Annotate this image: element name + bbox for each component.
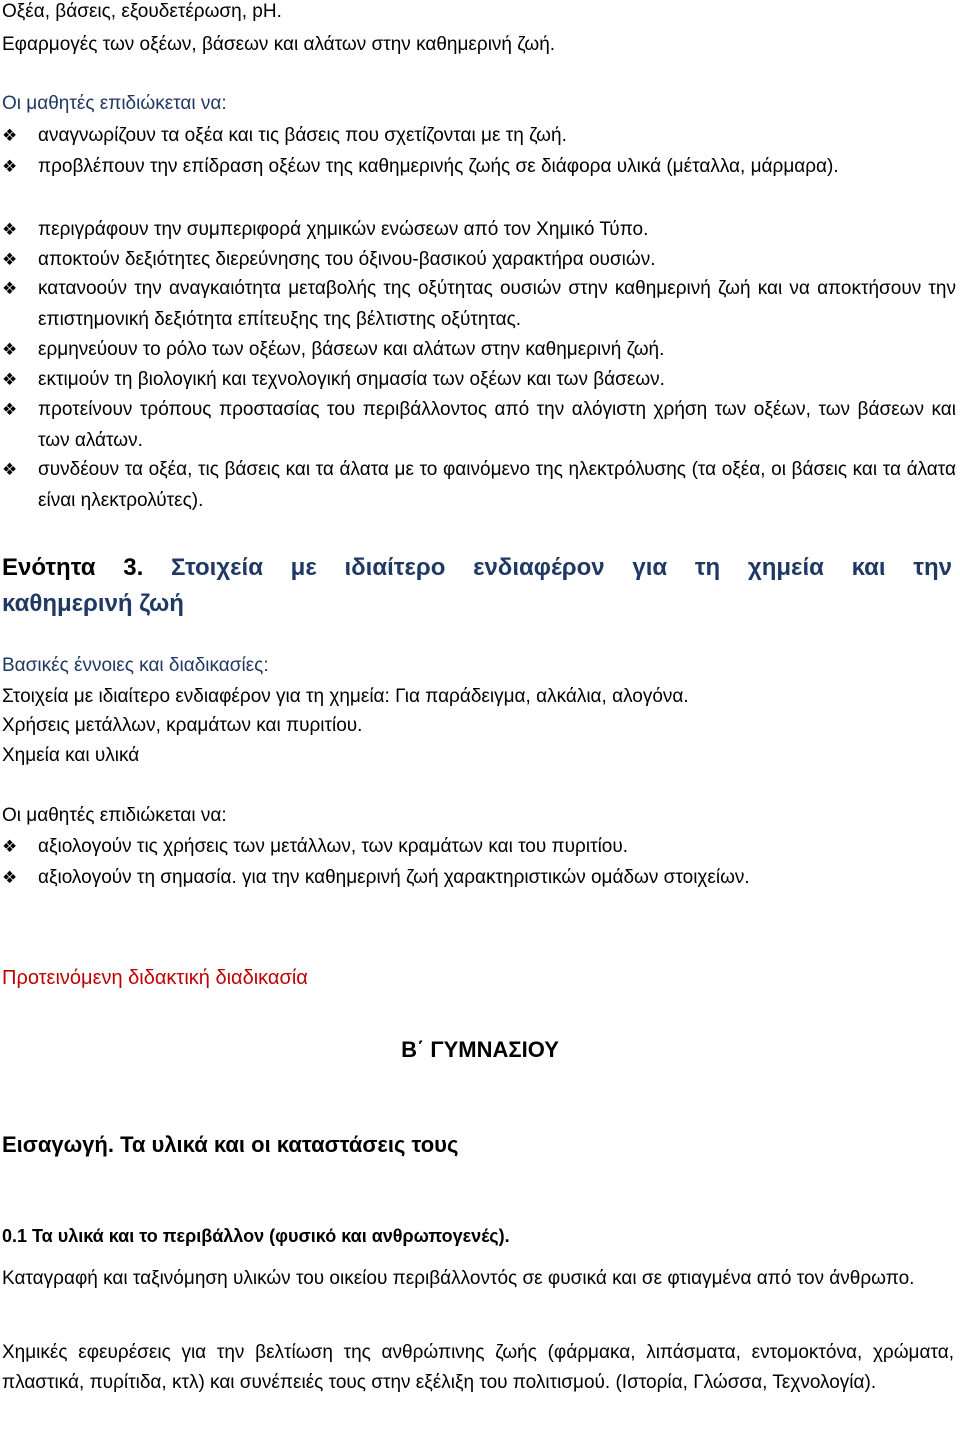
list-item [2,394,956,456]
list-item [2,244,956,275]
diamond-bullet-icon: ❖ [2,340,18,359]
paragraph: Καταγραφή και ταξινόμηση υλικών του οικείου περιβάλλοντός σε φυσικά και σε φτιαγμένα από τον άνθρωπο. [2,1268,915,1289]
diamond-bullet-icon: ❖ [2,250,18,269]
section-label: Ενότητα 3. [2,554,144,581]
list-item-text: αποκτούν δεξιότητες διερεύνησης του όξινου-βασικού χαρακτήρα ουσιών. [38,249,656,270]
section-title [2,550,952,622]
intro-line-1: Οξέα, βάσεις, εξουδετέρωση, pH. [2,1,282,22]
diamond-bullet-icon: ❖ [2,400,18,419]
procedure-heading: Προτεινόμενη διδακτική διαδικασία [2,967,308,989]
diamond-bullet-icon: ❖ [2,460,18,479]
list-item [2,120,956,151]
section-title-line-1 [2,550,952,586]
list-item-text: ερμηνεύουν το ρόλο των οξέων, βάσεων και αλάτων στην καθημερινή ζωή. [38,339,665,360]
intro-line-2: Εφαρμογές των οξέων, βάσεων και αλάτων στην καθημερινή ζωή. [2,34,556,55]
introduction-title: Εισαγωγή. Τα υλικά και οι καταστάσεις τους [2,1132,459,1157]
paragraph: Χημικές εφευρέσεις για την βελτίωση της ανθρώπινης ζωής (φάρμακα, λιπάσματα, εντομοκτόνα, χρώματα, πλαστικά, πυρίτιδα, κτλ) και συνέπειές τους στην εξέλιξη του πολιτισμού. (Ιστορία, Γλώσσα, Τεχνολογία). [2,1342,954,1393]
diamond-bullet-icon: ❖ [2,157,18,176]
objectives-heading: Οι μαθητές επιδιώκεται να: [2,93,227,114]
introduction-subtitle: 0.1 Τα υλικά και το περιβάλλον (φυσικό και ανθρωπογενές). [2,1226,510,1246]
list-item-text: περιγράφουν την συμπεριφορά χημικών ενώσεων από τον Χημικό Τύπο. [38,219,649,240]
list-item-text: αναγνωρίζουν τα οξέα και τις βάσεις που σχετίζονται με τη ζωή. [38,125,567,146]
concept-line: Στοιχεία με ιδιαίτερο ενδιαφέρον για τη χημεία: Για παράδειγμα, αλκάλια, αλογόνα. [2,686,689,707]
objectives-heading-2: Οι μαθητές επιδιώκεται να: [2,805,227,826]
list-item-text: κατανοούν την αναγκαιότητα μεταβολής της οξύτητας ουσιών στην καθημερινή ζωή και να αποκτήσουν την επιστημονική δεξιότητα επίτευξης της βέλτιστης οξύτητας. [38,278,956,330]
list-item [2,214,956,245]
diamond-bullet-icon: ❖ [2,279,18,298]
diamond-bullet-icon: ❖ [2,370,18,389]
list-item-text: προβλέπουν την επίδραση οξέων της καθημερινής ζωής σε διάφορα υλικά (μέταλλα, μάρμαρα). [38,156,839,177]
list-item [2,273,956,335]
grade-title: Β΄ ΓΥΜΝΑΣΙΟΥ [401,1037,559,1062]
concepts-heading: Βασικές έννοιες και διαδικασίες: [2,655,269,676]
diamond-bullet-icon: ❖ [2,868,18,887]
list-item [2,334,956,365]
list-item-text: προτείνουν τρόπους προστασίας του περιβάλλοντος από την αλόγιστη χρήση των οξέων, των βάσεων και των αλάτων. [38,399,956,451]
list-item [2,364,956,395]
list-item-text: εκτιμούν τη βιολογική και τεχνολογική σημασία των οξέων και των βάσεων. [38,369,665,390]
section-title-line-2: καθημερινή ζωή [2,590,184,617]
list-item [2,831,956,862]
list-item-text: αξιολογούν τις χρήσεις των μετάλλων, των κραμάτων και του πυριτίου. [38,836,629,857]
list-item-text: συνδέουν τα οξέα, τις βάσεις και τα άλατα με το φαινόμενο της ηλεκτρόλυσης (τα οξέα, οι βάσεις και τα άλατα είναι ηλεκτρολύτες). [38,459,956,511]
list-item [2,862,956,893]
list-item-text: αξιολογούν τη σημασία. για την καθημερινή ζωή χαρακτηριστικών ομάδων στοιχείων. [38,867,750,888]
section-title-text: Στοιχεία με ιδιαίτερο ενδιαφέρον για τη χημεία και την [170,554,953,581]
diamond-bullet-icon: ❖ [2,220,18,239]
list-item [2,151,956,182]
diamond-bullet-icon: ❖ [2,837,18,856]
concept-line: Χρήσεις μετάλλων, κραμάτων και πυριτίου. [2,715,363,736]
concept-line: Χημεία και υλικά [2,745,140,766]
list-item [2,454,956,516]
diamond-bullet-icon: ❖ [2,126,18,145]
